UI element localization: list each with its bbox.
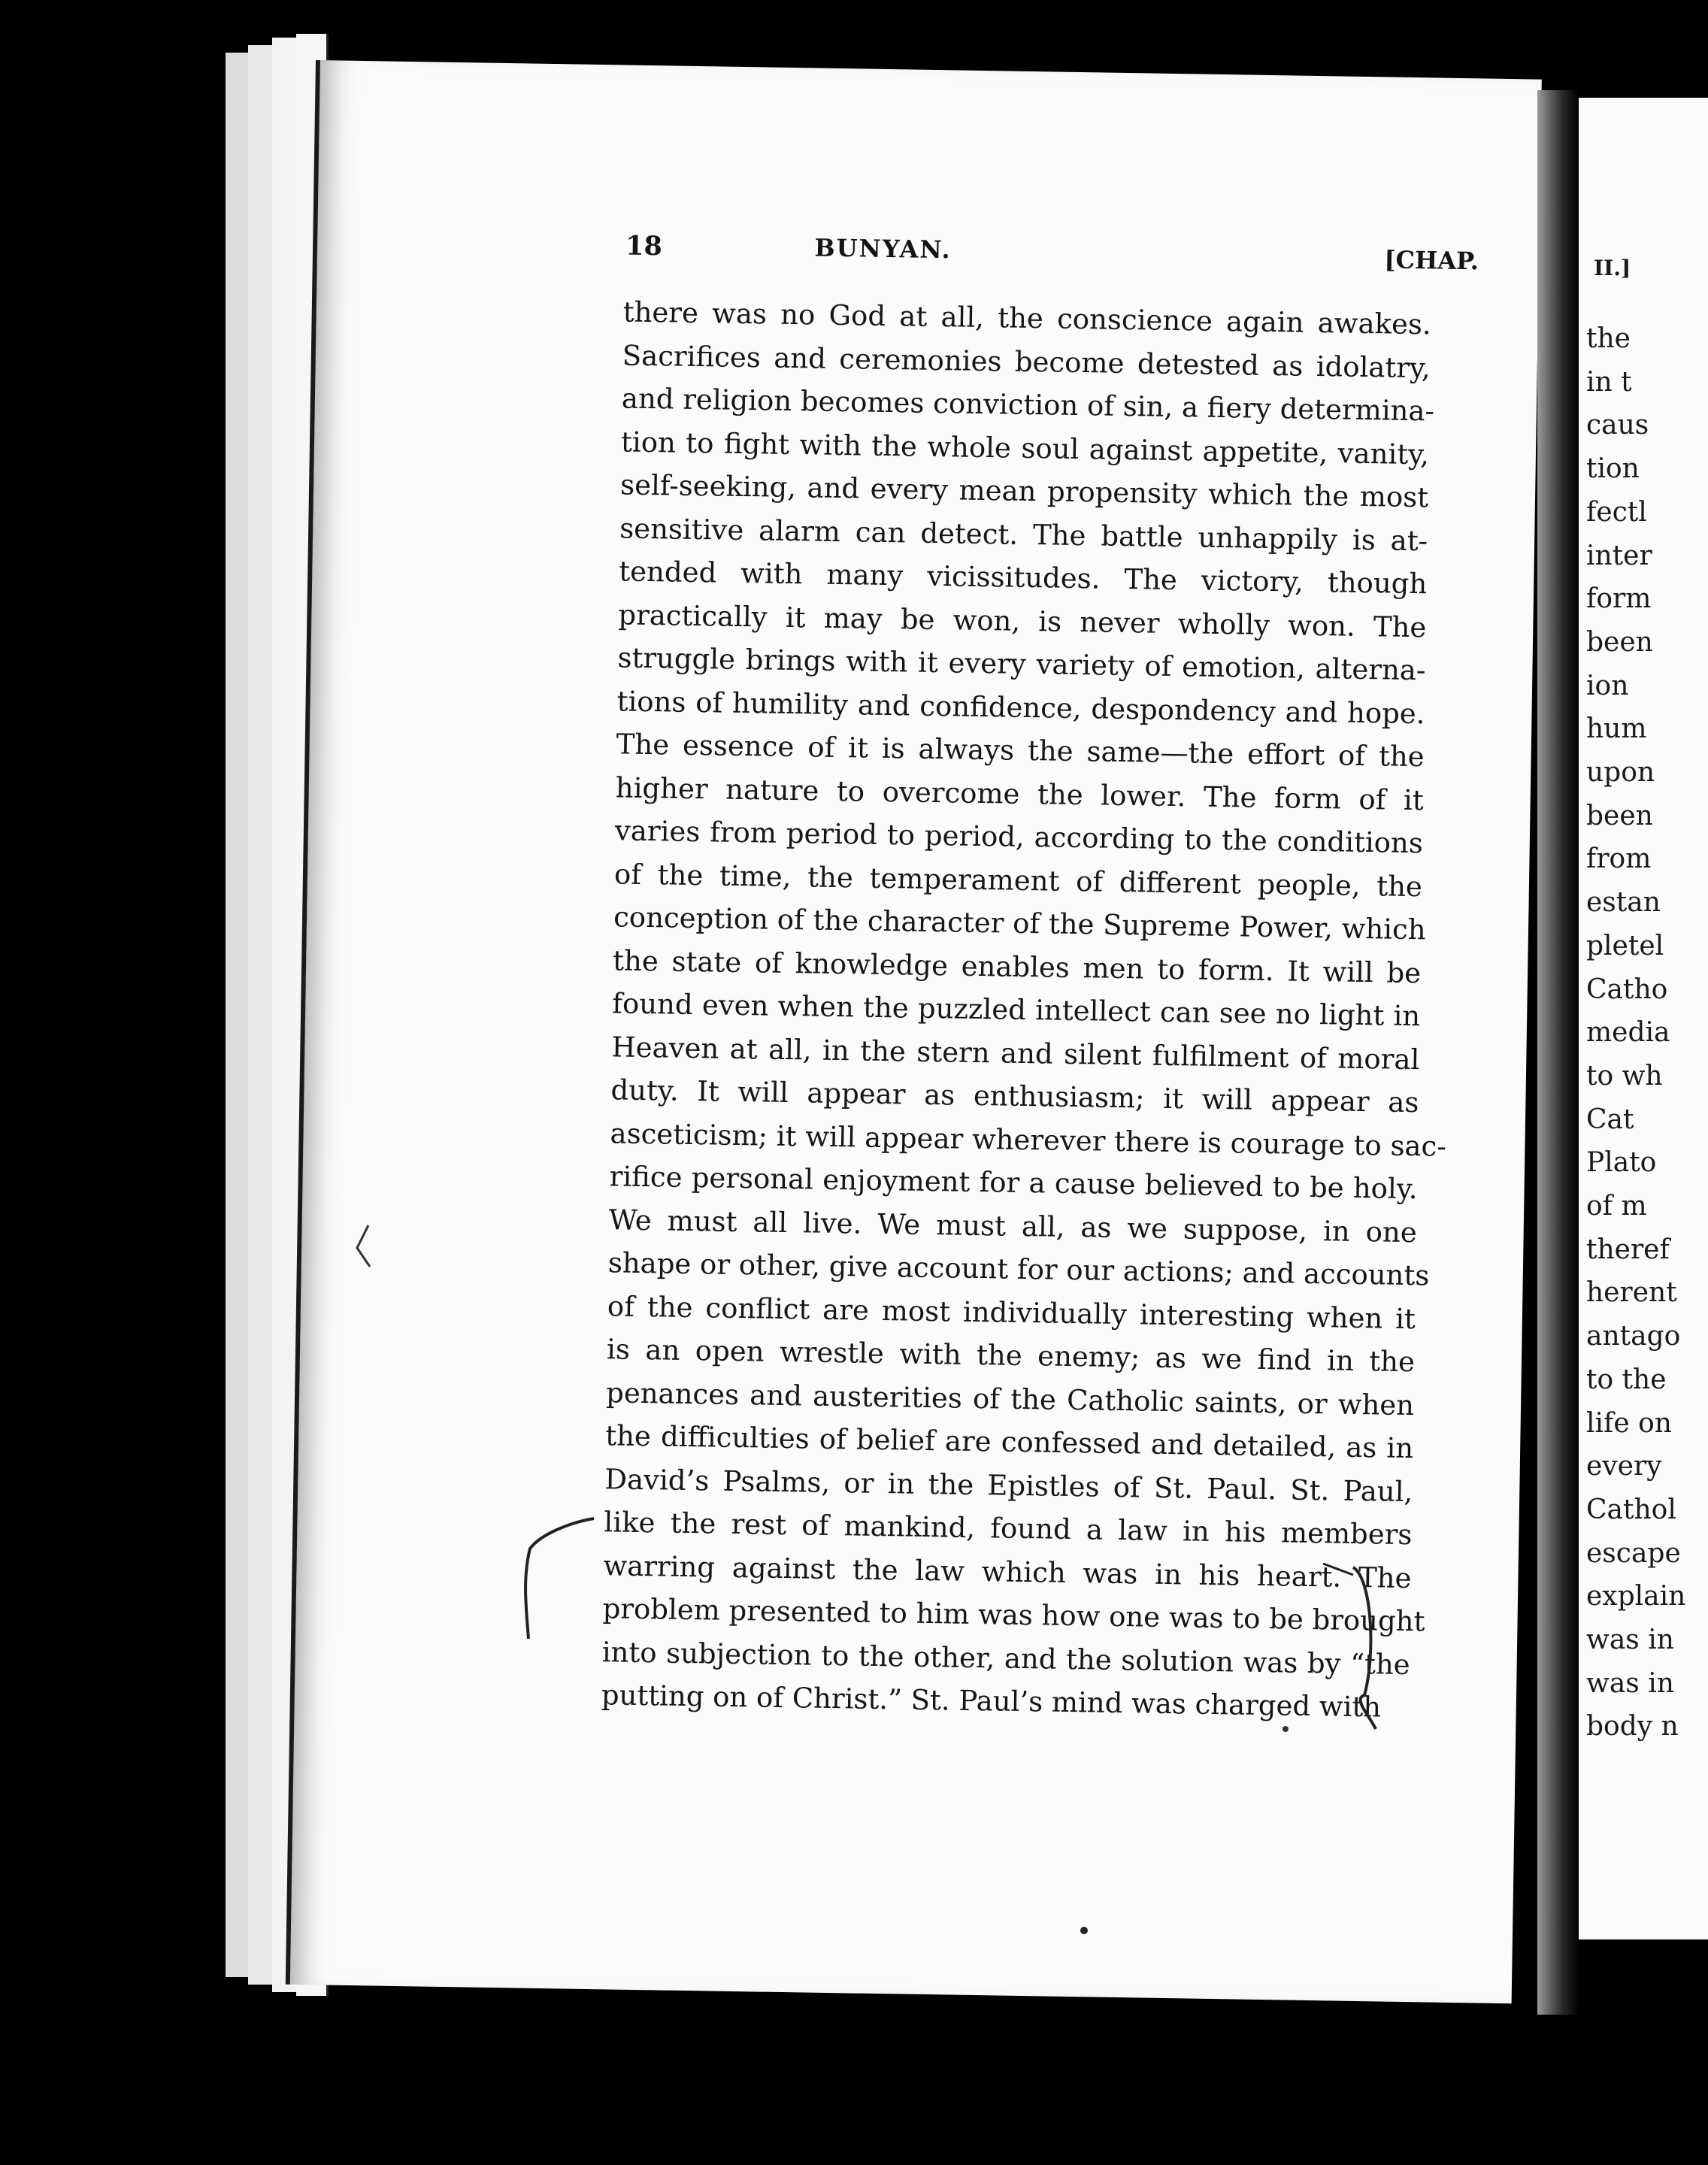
facing-text-fragment: in t [1586,366,1632,398]
text-line: there was no God at all, the conscience again awakes. [622,295,1431,341]
facing-text-fragment: theref [1586,1234,1670,1265]
facing-text-fragment: herent [1586,1277,1677,1309]
text-line: the difficulties of belief are confessed and detailed, as in [604,1419,1414,1465]
facing-text-fragment: hum [1586,713,1647,745]
text-line: found even when the puzzled intellect can see no light in [612,987,1421,1033]
facing-text-fragment: antago [1586,1321,1681,1352]
facing-text-fragment: form [1586,583,1652,615]
text-line: David’s Psalms, or in the Epistles of St. Paul. St. Paul, [604,1462,1413,1508]
facing-text-fragment: been [1586,800,1653,831]
facing-text-fragment: to wh [1586,1060,1663,1092]
facing-text-fragment: upon [1586,757,1655,788]
facing-text-fragment: life on [1586,1407,1672,1439]
text-line: We must all live. We must all, as we suppose, in one [608,1203,1418,1249]
text-line: Sacrifices and ceremonies become detested as idolatry, [622,338,1431,384]
text-line: of the time, the temperament of different people, the [613,857,1423,903]
text-line: penances and austerities of the Catholic saints, or when [605,1376,1415,1422]
text-line: struggle brings with it every variety of emotion, alterna- [617,641,1426,687]
text-line: is an open wrestle with the enemy; as we find in the [606,1333,1416,1379]
facing-text-fragment: was in [1586,1625,1674,1655]
text-line: tended with many vicissitudes. The victory, though [619,555,1428,601]
facing-text-fragment: body n [1586,1711,1679,1743]
text-line: rifice personal enjoyment for a cause believed to be holy. [609,1160,1418,1206]
text-line: problem presented to him was how one was to be brought [602,1592,1425,1638]
facing-text-fragment: ion [1586,670,1629,701]
book-gutter [1537,90,1579,2015]
page-number: 18 [625,230,663,262]
facing-text-fragment: Catho [1586,973,1668,1005]
facing-text-fragment: to the [1586,1364,1667,1395]
running-header [317,226,1540,290]
facing-text-fragment: explain [1586,1581,1686,1612]
facing-text-fragment: of m [1586,1191,1647,1222]
facing-text-fragment: fectl [1586,496,1647,528]
facing-text-fragment: been [1586,626,1653,658]
facing-text-fragment: every [1586,1451,1662,1482]
text-line: and religion becomes conviction of sin, a fiery determina- [621,382,1435,428]
running-title: BUNYAN. [814,233,952,265]
facing-page-header: II.] [1594,256,1631,280]
text-line: sensitive alarm can detect. The battle unhappily is at- [619,511,1428,557]
chapter-mark: [CHAP. [1384,245,1479,276]
text-line: Heaven at all, in the stern and silent fulfilment of moral [611,1030,1420,1076]
facing-text-fragment: Cathol [1586,1494,1676,1525]
text-line: tion to fight with the whole soul against appetite, vanity, [620,425,1430,471]
facing-text-fragment: Plato [1586,1147,1657,1179]
left-page [286,60,1542,2003]
text-line: putting on of Christ.” St. Paul’s mind was charged with [601,1679,1382,1724]
text-line: duty. It will appear as enthusiasm; it will appear as [610,1073,1419,1119]
text-line: varies from period to period, according to the conditions [614,814,1424,860]
text-line: The essence of it is always the same—the effort of the [616,728,1425,774]
text-line: warring against the law which was in his heart. The [603,1549,1412,1594]
text-line: the state of knowledge enables men to form. It will be [612,943,1422,989]
text-line: of the conflict are most individually interesting when it [607,1289,1416,1335]
text-line: tions of humility and confidence, despondency and hope. [616,684,1425,730]
text-line: asceticism; it will appear wherever there is courage to sac- [610,1116,1447,1163]
body-text [601,290,1447,1729]
facing-text-fragment: caus [1586,410,1649,441]
facing-text-fragment: estan [1586,887,1661,919]
text-line: conception of the character of the Supreme Power, which [613,901,1426,946]
text-line: like the rest of mankind, found a law in his members [604,1506,1413,1552]
facing-text-fragment: was in [1586,1667,1674,1699]
text-line: shape or other, give account for our actions; and accounts [607,1246,1430,1292]
facing-text-fragment: the [1586,323,1631,354]
facing-page [1579,98,1708,1939]
facing-text-fragment: media [1586,1017,1670,1049]
facing-text-fragment: inter [1586,540,1652,571]
facing-text-fragment: pletel [1586,930,1664,961]
facing-text-fragment: from [1586,843,1652,875]
text-line: higher nature to overcome the lower. The form of it [615,771,1425,816]
text-line: self-seeking, and every mean propensity which the most [619,468,1429,514]
facing-text-fragment: tion [1586,453,1640,485]
text-line: into subjection to the other, and the solution was by “the [601,1635,1410,1681]
facing-text-fragment: Cat [1586,1104,1634,1135]
facing-text-fragment: escape [1586,1537,1681,1569]
text-line: practically it may be won, is never wholly won. The [618,598,1427,643]
